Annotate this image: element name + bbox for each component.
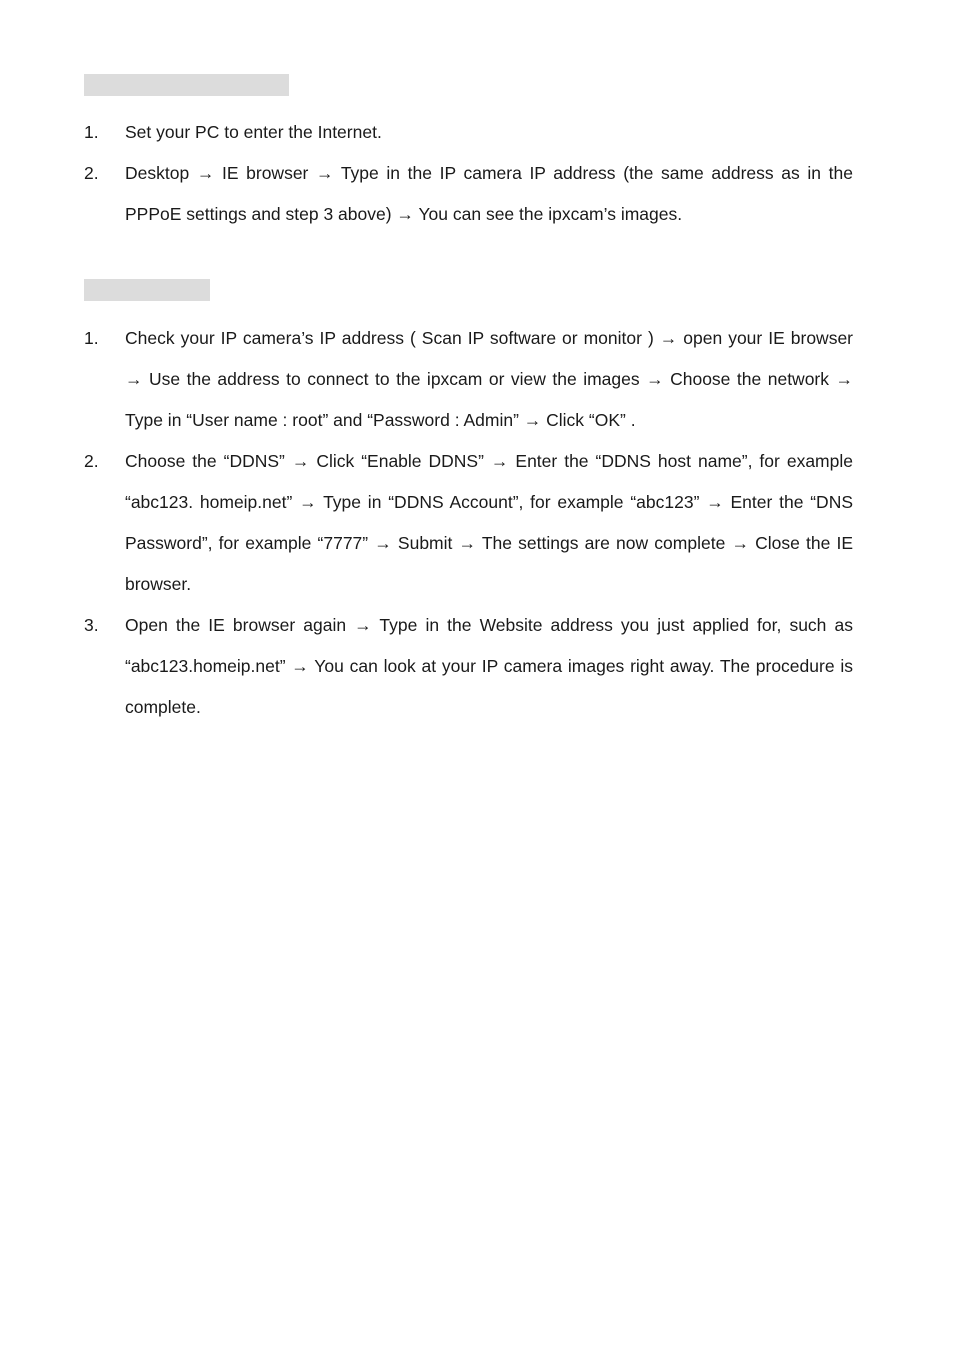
item-number: 1. [84,328,99,348]
list-item [0,112,954,153]
item-number: 3. [84,615,99,635]
section-heading-redacted [84,279,210,301]
list-item [0,605,954,728]
item-text: Check your IP camera’s IP address ( Scan IP software or monitor ) → open your IE browser → Use the address to connect to the ipxcam or view the images → Choose the network → Type in “User name : root” and “Password : Admin” → Click “OK” . [125,328,853,430]
list-item [0,441,954,605]
item-text: Desktop → IE browser → Type in the IP camera IP address (the same address as in the PPPoE settings and step 3 above) → You can see the ipxcam’s images. [125,163,853,224]
item-text: Set your PC to enter the Internet. [125,122,382,142]
item-number: 2. [84,451,99,471]
item-number: 1. [84,122,99,142]
item-text: Choose the “DDNS” → Click “Enable DDNS” → Enter the “DDNS host name”, for example “abc123. homeip.net” → Type in “DDNS Account”, for example “abc123” → Enter the “DNS Password”, for example “7777” → Submit → The settings are now complete → Close the IE browser. [125,451,853,594]
section-heading-redacted [84,74,289,96]
steps-list-internet [0,112,954,235]
list-item [0,153,954,235]
item-number: 2. [84,163,99,183]
steps-list-ddns [0,318,954,728]
item-text: Open the IE browser again → Type in the Website address you just applied for, such as “abc123.homeip.net” → You can look at your IP camera images right away. The procedure is complete. [125,615,853,717]
list-item [0,318,954,441]
